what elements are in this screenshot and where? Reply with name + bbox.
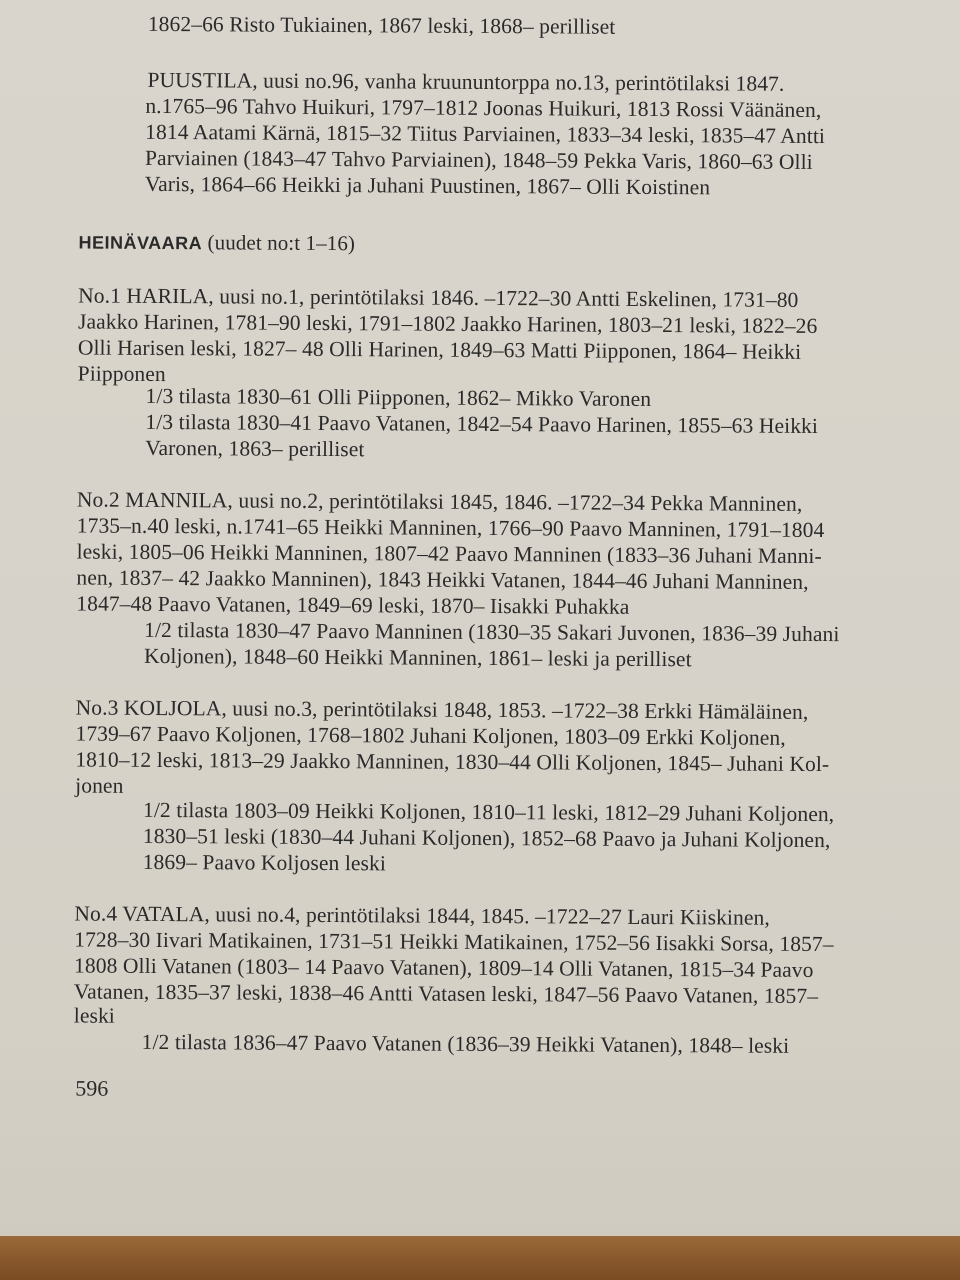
table-surface: [0, 1236, 960, 1280]
text-line: Jaakko Harinen, 1781–90 leski, 1791–1802 Jaakko Harinen, 1803–21 leski, 1822–26: [77, 309, 818, 338]
page-number: 596: [75, 1075, 109, 1101]
text-line: Piipponen: [77, 361, 166, 387]
text-line: Vatanen, 1835–37 leski, 1838–46 Antti Vatasen leski, 1847–56 Paavo Vatanen, 1857–: [73, 979, 819, 1009]
text-line: 1728–30 Iivari Matikainen, 1731–51 Heikki Matikainen, 1752–56 Iisakki Sorsa, 1857–: [74, 927, 834, 957]
section-subtitle: (uudet no:t 1–16): [202, 230, 356, 256]
text-line: 1830–51 leski (1830–44 Juhani Koljonen), 1852–68 Paavo ja Juhani Koljonen,: [142, 823, 831, 853]
text-line: No.2 MANNILA, uusi no.2, perintötilaksi 1845, 1846. –1722–34 Pekka Manninen,: [76, 487, 803, 516]
text-line: leski, 1805–06 Heikki Manninen, 1807–42 Paavo Manninen (1833–36 Juhani Manni-: [76, 539, 822, 569]
text-line: 1862–66 Risto Tukiainen, 1867 leski, 1868– perilliset: [147, 11, 616, 39]
text-line: 1/2 tilasta 1803–09 Heikki Koljonen, 1810–11 leski, 1812–29 Juhani Koljonen,: [142, 797, 835, 827]
text-line: 1869– Paavo Koljosen leski: [142, 849, 387, 876]
text-line: n.1765–96 Tahvo Huikuri, 1797–1812 Joonas Huikuri, 1813 Rossi Väänänen,: [145, 93, 822, 123]
text-line: 1847–48 Paavo Vatanen, 1849–69 leski, 1870– Iisakki Puhakka: [76, 591, 630, 619]
text-line: 1/3 tilasta 1830–61 Olli Piipponen, 1862– Mikko Varonen: [145, 383, 652, 411]
text-line: 1739–67 Paavo Koljonen, 1768–1802 Juhani Koljonen, 1803–09 Erkki Koljonen,: [75, 721, 786, 750]
text-line: jonen: [75, 773, 124, 798]
text-line: Parviainen (1843–47 Tahvo Parviainen), 1848–59 Pekka Varis, 1860–63 Olli: [144, 145, 813, 174]
text-line: No.3 KOLJOLA, uusi no.3, perintötilaksi 1848, 1853. –1722–38 Erkki Hämäläinen,: [75, 695, 809, 724]
text-line: 1735–n.40 leski, n.1741–65 Heikki Manninen, 1766–90 Paavo Manninen, 1791–1804: [76, 513, 825, 543]
section-heading: [78, 228, 355, 257]
text-line: 1814 Aatami Kärnä, 1815–32 Tiitus Parviainen, 1833–34 leski, 1835–47 Antti: [145, 119, 826, 149]
text-line: leski: [73, 1003, 115, 1028]
text-line: PUUSTILA, uusi no.96, vanha kruununtorppa no.13, perintötilaksi 1847.: [147, 67, 785, 96]
text-line: Koljonen), 1848–60 Heikki Manninen, 1861– leski ja perilliset: [143, 643, 692, 672]
text-line: 1810–12 leski, 1813–29 Jaakko Manninen, 1830–44 Olli Koljonen, 1845– Juhani Kol-: [75, 747, 830, 777]
text-line: 1/3 tilasta 1830–41 Paavo Vatanen, 1842–54 Paavo Harinen, 1855–63 Heikki: [145, 409, 819, 439]
text-line: 1/2 tilasta 1830–47 Paavo Manninen (1830–35 Sakari Juvonen, 1836–39 Juhani: [144, 617, 840, 647]
text-line: nen, 1837– 42 Jaakko Manninen), 1843 Heikki Vatanen, 1844–46 Juhani Manninen,: [76, 565, 809, 594]
text-line: No.4 VATALA, uusi no.4, perintötilaksi 1844, 1845. –1722–27 Lauri Kiiskinen,: [74, 901, 770, 930]
text-line: No.1 HARILA, uusi no.1, perintötilaksi 1846. –1722–30 Antti Eskelinen, 1731–80: [78, 283, 799, 312]
text-line: 1808 Olli Vatanen (1803– 14 Paavo Vatanen), 1809–14 Olli Vatanen, 1815–34 Paavo: [74, 953, 814, 982]
text-line: 1/2 tilasta 1836–47 Paavo Vatanen (1836–39 Heikki Vatanen), 1848– leski: [141, 1029, 790, 1058]
section-title: HEINÄVAARA: [78, 232, 203, 254]
text-line: Varonen, 1863– perilliset: [145, 435, 365, 462]
text-line: Varis, 1864–66 Heikki ja Juhani Puustinen, 1867– Olli Koistinen: [144, 171, 711, 200]
text-line: Olli Harisen leski, 1827– 48 Olli Harinen, 1849–63 Matti Piipponen, 1864– Heikki: [77, 335, 802, 364]
